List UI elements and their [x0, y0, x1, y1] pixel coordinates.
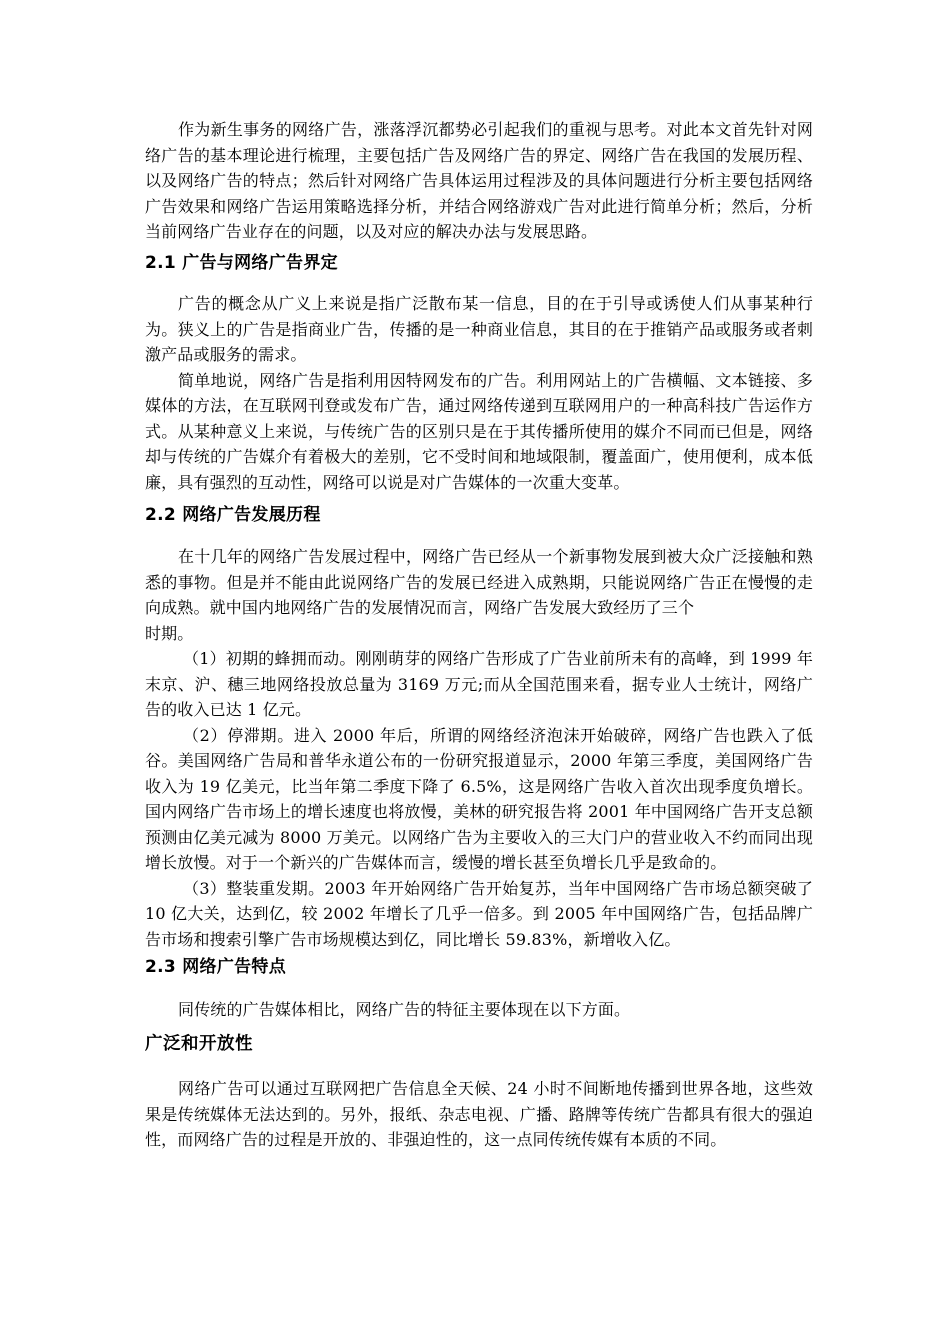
section-heading: 2.2 网络广告发展历程	[145, 505, 321, 525]
subsection-heading: 广泛和开放性	[145, 1034, 253, 1054]
body-paragraph: 简单地说，网络广告是指利用因特网发布的广告。利用网站上的广告横幅、文本链接、多媒体的方法，在互联网刊登或发布广告，通过网络传递到互联网用户的一种高科技广告运作方式。从某种意义上来说，与传统广告的区别只是在于其传播所使用的媒介不同而已但是，网络却与传统的广告媒介有着极大的差别，它不受时间和地域限制，覆盖面广，使用便利，成本低廉，具有强烈的互动性，网络可以说是对广告媒体的一次重大变革。	[145, 370, 813, 492]
section-heading: 2.3 网络广告特点	[145, 957, 287, 977]
subsection-heading-block	[145, 1032, 813, 1056]
body-paragraph: 同传统的广告媒体相比，网络广告的特征主要体现在以下方面。	[178, 1000, 631, 1019]
body-paragraph: 网络广告可以通过互联网把广告信息全天候、24 小时不间断地传播到世界各地，这些效果是传统媒体无法达到的。另外，报纸、杂志电视、广播、路牌等传统广告都具有很大的强迫性，而网络广告的过程是开放的、非强迫性的，这一点同传统传媒有本质的不同。	[145, 1079, 813, 1149]
section-2-2-body	[145, 544, 813, 952]
section-heading: 2.1 广告与网络广告界定	[145, 253, 338, 273]
intro-paragraph: 作为新生事务的网络广告，涨落浮沉都势必引起我们的重视与思考。对此本文首先针对网络广告的基本理论进行梳理，主要包括广告及网络广告的界定、网络广告在我国的发展历程、以及网络广告的特点；然后针对网络广告具体运用过程涉及的具体问题进行分析主要包括网络广告效果和网络广告运用策略选择分析，并结合网络游戏广告对此进行简单分析；然后，分析当前网络广告业存在的问题，以及对应的解决办法与发展思路。	[145, 120, 813, 241]
list-paragraph: （3）整装重发期。2003 年开始网络广告开始复苏，当年中国网络广告市场总额突破了 10 亿大关，达到亿，较 2002 年增长了几乎一倍多。到 2005 年中国网络广告，包括品牌广告市场和搜索引擎广告市场规模达到亿，同比增长 59.83%，新增收入亿。	[145, 878, 813, 949]
body-paragraph: 时期。	[145, 623, 194, 643]
section-2-3-body	[145, 997, 813, 1023]
intro-block	[145, 117, 813, 245]
body-paragraph: 在十几年的网络广告发展过程中，网络广告已经从一个新事物发展到被大众广泛接触和熟悉的事物。但是并不能由此说网络广告的发展已经进入成熟期，只能说网络广告正在慢慢的走向成熟。就中国内地网络广告的发展情况而言，网络广告发展大致经历了三个	[145, 547, 813, 617]
body-paragraph: 广告的概念从广义上来说是指广泛散布某一信息，目的在于引导或诱使人们从事某种行为。狭义上的广告是指商业广告，传播的是一种商业信息，其目的在于推销产品或服务或者刺激产品或服务的需求。	[145, 294, 813, 364]
subsection-body	[145, 1076, 813, 1153]
section-2-1-body	[145, 291, 813, 495]
list-paragraph: （1）初期的蜂拥而动。刚刚萌芽的网络广告形成了广告业前所未有的高峰，到 1999 年末京、沪、穗三地网络投放总量为 3169 万元;而从全国范围来看，据专业人士统计，网络广告的收入已达 1 亿元。	[145, 649, 813, 719]
section-2-3-heading-block	[145, 955, 813, 979]
list-paragraph: （2）停滞期。进入 2000 年后，所谓的网络经济泡沫开始破碎，网络广告也跌入了低谷。美国网络广告局和普华永道公布的一份研究报道显示，2000 年第三季度，美国网络广告收入为 19 亿美元，比当年第二季度下降了 6.5%，这是网络广告收入首次出现季度负增长。国内网络广告市场上的增长速度也将放慢，美林的研究报告将 2001 年中国网络广告开支总额预测由亿美元减为 8000 万美元。以网络广告为主要收入的三大门户的营业收入不约而同出现增长放慢。对于一个新兴的广告媒体而言，缓慢的增长甚至负增长几乎是致命的。	[145, 725, 813, 872]
section-2-2-heading-block	[145, 503, 813, 527]
section-2-1-heading-block	[145, 251, 813, 275]
